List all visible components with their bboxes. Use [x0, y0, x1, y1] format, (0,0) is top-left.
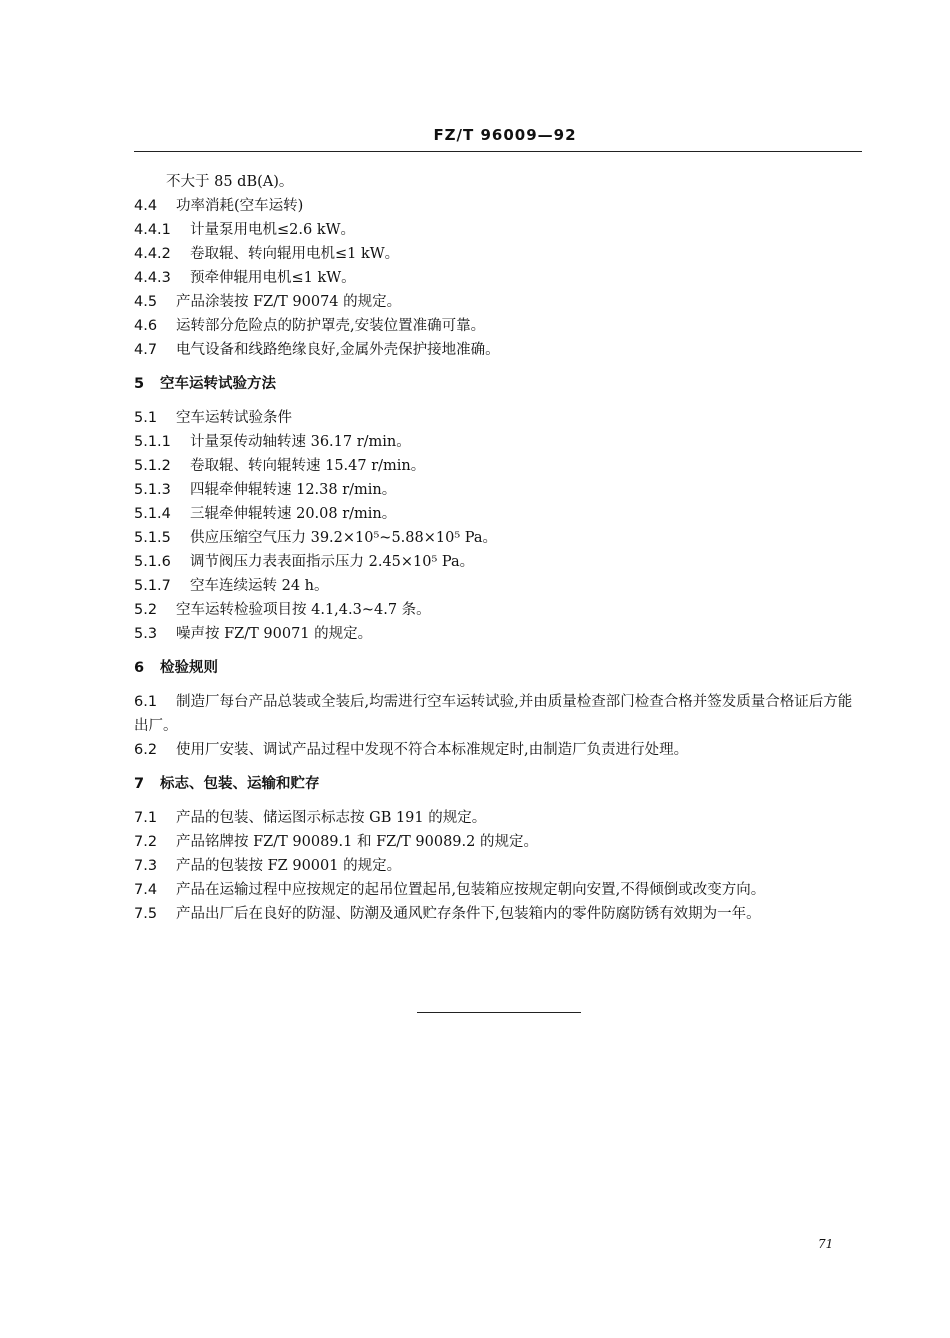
clause-7-5 [134, 902, 864, 926]
section-title: 标志、包装、运输和贮存 [160, 776, 320, 792]
clause-text: 空车运转试验条件 [176, 410, 292, 426]
clause-text: 空车运转检验项目按 4.1,4.3~4.7 条。 [176, 602, 431, 618]
section-heading-5 [134, 372, 864, 396]
clause-text: 产品铭牌按 FZ/T 90089.1 和 FZ/T 90089.2 的规定。 [176, 834, 538, 850]
clause-number: 7.4 [134, 882, 158, 898]
clause-5-1-3 [134, 478, 864, 502]
clause-5-1-7 [134, 574, 864, 598]
clause-number: 6.1 [134, 694, 158, 710]
section-heading-7 [134, 772, 864, 796]
clause-number: 7.2 [134, 834, 158, 850]
section-number: 7 [134, 776, 145, 792]
clause-5-1-4 [134, 502, 864, 526]
clause-6-2 [134, 738, 864, 762]
section-number: 5 [134, 376, 145, 392]
clause-text: 产品在运输过程中应按规定的起吊位置起吊,包装箱应按规定朝向安置,不得倾倒或改变方向。 [176, 882, 766, 898]
clause-text: 卷取辊、转向辊用电机≤1 kW。 [190, 246, 400, 262]
clause-number: 5.2 [134, 602, 158, 618]
clause-4-4-3 [134, 266, 864, 290]
document-body [134, 170, 864, 926]
clause-text: 供应压缩空气压力 39.2×10⁵~5.88×10⁵ Pa。 [190, 530, 498, 546]
clause-number: 5.1 [134, 410, 158, 426]
clause-number: 4.4.1 [134, 222, 171, 238]
clause-5-1-6 [134, 550, 864, 574]
clause-7-1 [134, 806, 864, 830]
clause-number: 4.6 [134, 318, 158, 334]
clause-text: 使用厂安装、调试产品过程中发现不符合本标准规定时,由制造厂负责进行处理。 [176, 742, 689, 758]
clause-number: 5.1.3 [134, 482, 171, 498]
clause-5-1-5 [134, 526, 864, 550]
text-line: 不大于 85 dB(A)。 [166, 174, 294, 190]
clause-5-3 [134, 622, 864, 646]
clause-text: 预牵伸辊用电机≤1 kW。 [190, 270, 356, 286]
clause-text: 制造厂每台产品总装或全装后,均需进行空车运转试验,并由质量检查部门检查合格并签发质量合格证后方能出厂。 [134, 694, 853, 734]
clause-number: 4.5 [134, 294, 158, 310]
clause-number: 5.3 [134, 626, 158, 642]
clause-text: 四辊牵伸辊转速 12.38 r/min。 [190, 482, 397, 498]
clause-4-4-2 [134, 242, 864, 266]
clause-4-4 [134, 194, 864, 218]
clause-text: 卷取辊、转向辊转速 15.47 r/min。 [190, 458, 426, 474]
clause-text: 调节阀压力表表面指示压力 2.45×10⁵ Pa。 [190, 554, 475, 570]
clause-number: 4.4 [134, 198, 158, 214]
page-number: 71 [818, 1237, 834, 1251]
clause-number: 6.2 [134, 742, 158, 758]
clause-text: 计量泵用电机≤2.6 kW。 [190, 222, 356, 238]
clause-5-1 [134, 406, 864, 430]
clause-text: 空车连续运转 24 h。 [190, 578, 329, 594]
section-number: 6 [134, 660, 145, 676]
end-of-document-rule [417, 1012, 581, 1013]
clause-number: 5.1.5 [134, 530, 171, 546]
clause-number: 5.1.2 [134, 458, 171, 474]
clause-text: 产品的包装、储运图示标志按 GB 191 的规定。 [176, 810, 487, 826]
clause-number: 7.3 [134, 858, 158, 874]
clause-7-3 [134, 854, 864, 878]
clause-4-4-1 [134, 218, 864, 242]
clause-text: 产品涂装按 FZ/T 90074 的规定。 [176, 294, 402, 310]
clause-text: 噪声按 FZ/T 90071 的规定。 [176, 626, 373, 642]
clause-number: 5.1.1 [134, 434, 171, 450]
header-rule [134, 151, 862, 152]
section-title: 检验规则 [160, 660, 218, 676]
clause-text: 产品出厂后在良好的防湿、防潮及通风贮存条件下,包装箱内的零件防腐防锈有效期为一年。 [176, 906, 761, 922]
clause-4-6 [134, 314, 864, 338]
clause-text: 功率消耗(空车运转) [176, 198, 304, 214]
clause-number: 7.5 [134, 906, 158, 922]
clause-7-4 [134, 878, 864, 902]
clause-5-1-1 [134, 430, 864, 454]
clause-number: 5.1.4 [134, 506, 171, 522]
clause-number: 5.1.7 [134, 578, 171, 594]
clause-number: 4.4.2 [134, 246, 171, 262]
clause-text: 电气设备和线路绝缘良好,金属外壳保护接地准确。 [176, 342, 500, 358]
clause-text: 三辊牵伸辊转速 20.08 r/min。 [190, 506, 397, 522]
clause-text: 运转部分危险点的防护罩壳,安装位置准确可靠。 [176, 318, 486, 334]
clause-4-7 [134, 338, 864, 362]
clause-5-2 [134, 598, 864, 622]
clause-7-2 [134, 830, 864, 854]
clause-text: 产品的包装按 FZ 90001 的规定。 [176, 858, 402, 874]
section-heading-6 [134, 656, 864, 680]
section-title: 空车运转试验方法 [160, 376, 276, 392]
clause-6-1 [134, 690, 864, 738]
clause-4-5 [134, 290, 864, 314]
standard-code-header: FZ/T 96009—92 [433, 126, 577, 144]
clause-number: 4.4.3 [134, 270, 171, 286]
clause-number: 4.7 [134, 342, 158, 358]
clause-text: 计量泵传动轴转速 36.17 r/min。 [190, 434, 411, 450]
clause-number: 5.1.6 [134, 554, 171, 570]
clause-5-1-2 [134, 454, 864, 478]
clause-number: 7.1 [134, 810, 158, 826]
